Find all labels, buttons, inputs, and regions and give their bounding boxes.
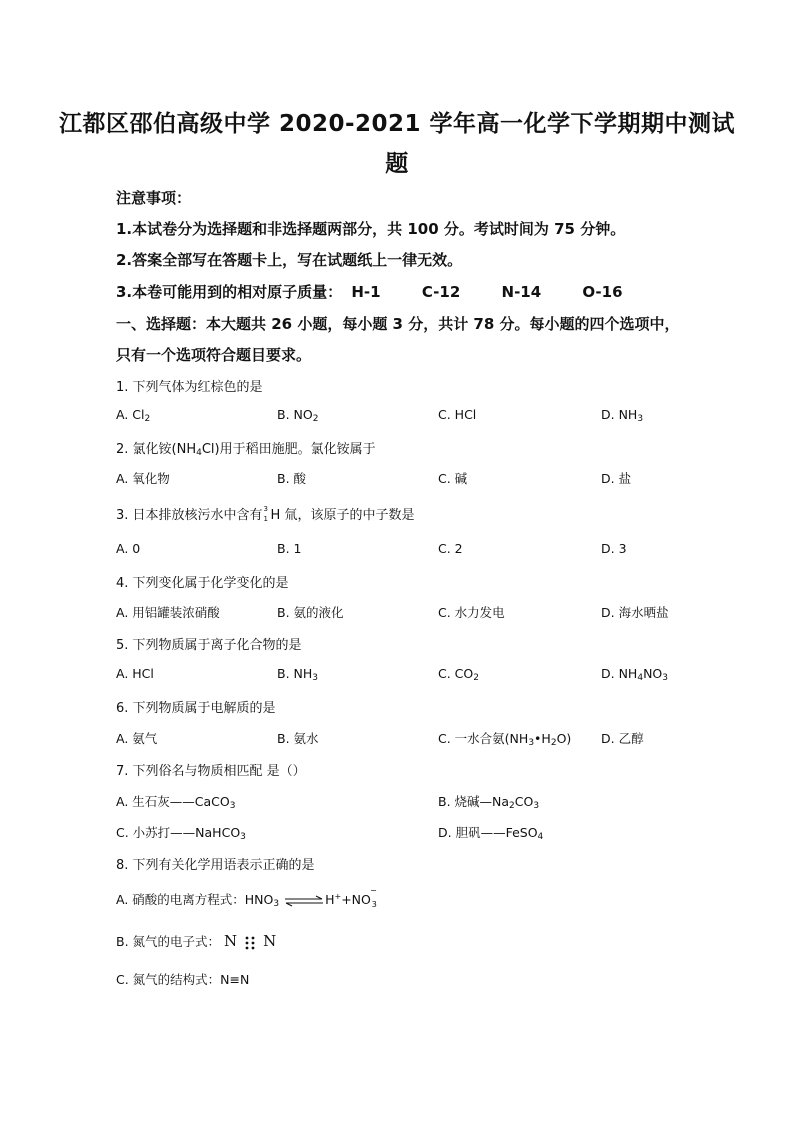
question-2-option-b[interactable]: B. 酸 [277, 471, 307, 486]
question-8-option-c[interactable]: C. 氮气的结构式：N≡N [116, 972, 250, 987]
exam-title-line2: 题 [385, 151, 409, 177]
question-1-option-b[interactable]: B. $NO_2$ [277, 407, 319, 424]
question-6-option-d[interactable]: D. 乙醇 [601, 731, 644, 746]
equilibrium-arrow-icon [284, 895, 324, 907]
question-6-option-b[interactable]: B. 氨水 [277, 731, 319, 746]
question-3-option-c[interactable]: C. 2 [438, 541, 463, 556]
tritium-nuclide-notation: 3 1 [263, 504, 269, 523]
question-3-stem: 3. 日本排放核污水中含有 3 1 H 氚，该原子的中子数是 [116, 504, 415, 523]
question-1-option-c[interactable]: C. HCl [438, 407, 477, 422]
electron-formula-n-left: N [224, 932, 238, 950]
question-5-option-d[interactable]: D. $NH_4NO_3$ [601, 666, 668, 683]
notice-item-1: 1.本试卷分为选择题和非选择题两部分，共 100 分。考试时间为 75 分钟。 [116, 220, 626, 238]
notice-item-3 [116, 281, 623, 302]
question-7-option-b[interactable]: B. 烧碱$—Na_2CO_3$ [438, 794, 540, 811]
question-3-option-b[interactable]: B. 1 [277, 541, 302, 556]
question-5-option-a[interactable]: A. HCl [116, 666, 154, 681]
section1-line1: 一、选择题：本大题共 26 小题，每小题 3 分，共计 78 分。每小题的四个选项中， [116, 315, 680, 333]
question-5-option-c[interactable]: C. $CO_2$ [438, 666, 479, 683]
electron-formula-n-right: N [263, 932, 277, 950]
question-6-option-a[interactable]: A. 氨气 [116, 731, 158, 746]
question-8-option-b[interactable]: B. 氮气的电子式： N N [116, 932, 277, 950]
question-4-option-d[interactable]: D. 海水晒盐 [601, 605, 669, 620]
question-5-option-b[interactable]: B. $NH_3$ [277, 666, 319, 683]
question-3-option-d[interactable]: D. 3 [601, 541, 627, 556]
question-6-stem: 6. 下列物质属于电解质的是 [116, 701, 276, 716]
question-2-option-a[interactable]: A. 氧化物 [116, 471, 170, 486]
question-2-stem: 2. 氯化铵$(NH_4Cl)$用于稻田施肥。氯化铵属于 [116, 442, 376, 458]
section1-line2: 只有一个选项符合题目要求。 [116, 346, 312, 364]
question-6-option-c[interactable]: C. 一水合氨$(NH_3•H_2O)$ [438, 731, 572, 748]
question-2-option-c[interactable]: C. 碱 [438, 471, 468, 486]
question-1-option-d[interactable]: D. $NH_3$ [601, 407, 644, 424]
notice-heading: 注意事项： [116, 189, 192, 207]
question-3-option-a[interactable]: A. 0 [116, 541, 141, 556]
question-1-option-a[interactable]: A. $Cl_2$ [116, 407, 151, 424]
atomic-mass-h: H-1 [351, 283, 381, 301]
question-7-stem: 7. 下列俗名与物质相匹配 是（） [116, 764, 306, 779]
question-8-stem: 8. 下列有关化学用语表示正确的是 [116, 858, 315, 873]
question-4-option-a[interactable]: A. 用铝罐装浓硝酸 [116, 605, 220, 620]
triple-bond-electron-dots-icon [244, 936, 256, 950]
notice-item-2: 2.答案全部写在答题卡上，写在试题纸上一律无效。 [116, 251, 463, 269]
atomic-mass-n: N-14 [501, 283, 542, 301]
question-4-stem: 4. 下列变化属于化学变化的是 [116, 576, 289, 591]
question-5-stem: 5. 下列物质属于离子化合物的是 [116, 638, 302, 653]
question-7-option-c[interactable]: C. 小苏打——NaHCO$_3$ [116, 825, 246, 842]
question-8-option-a[interactable]: A. 硝酸的电离方程式：$HNO_3$ H++NO − 3 [116, 886, 377, 909]
atomic-mass-o: O-16 [582, 283, 623, 301]
question-4-option-b[interactable]: B. 氨的液化 [277, 605, 344, 620]
question-7-option-d[interactable]: D. 胆矾——FeSO$_4$ [438, 825, 544, 842]
atomic-mass-c: C-12 [421, 283, 461, 301]
question-7-option-a[interactable]: A. 生石灰——CaCO$_3$ [116, 794, 236, 811]
question-1-stem: 1. 下列气体为红棕色的是 [116, 380, 263, 395]
atomic-mass-label: 3.本卷可能用到的相对原子质量： [116, 283, 343, 301]
question-2-option-d[interactable]: D. 盐 [601, 471, 632, 486]
exam-title-line1: 江都区邵伯高级中学 2020-2021 学年高一化学下学期期中测试 [58, 111, 736, 137]
question-4-option-c[interactable]: C. 水力发电 [438, 605, 505, 620]
